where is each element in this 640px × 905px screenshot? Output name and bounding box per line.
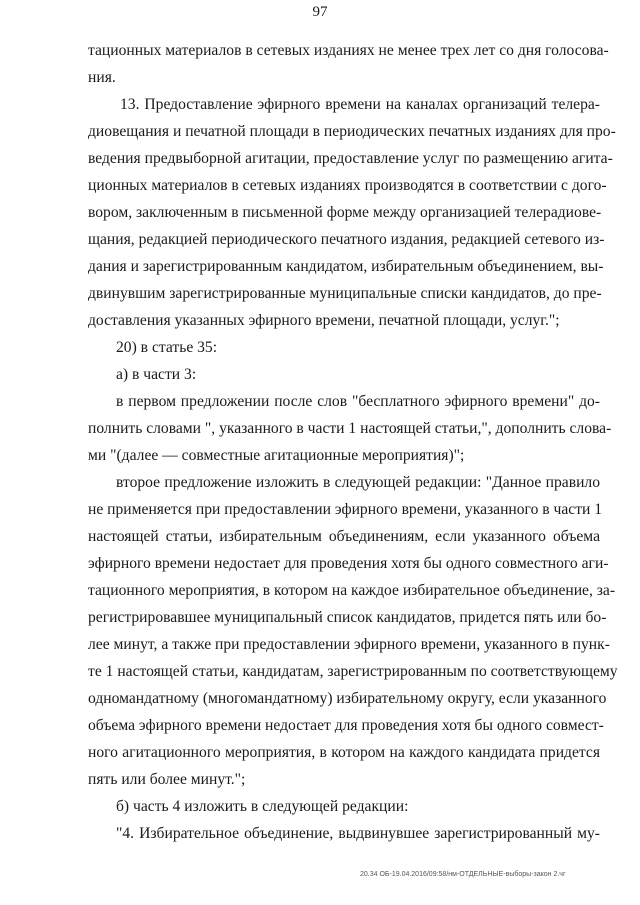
text-line: ми "(далее — совместные агитационные мероприятия)"; [88,447,465,464]
text-line: дания и зарегистрированным кандидатом, избирательным объединением, вы- [88,258,604,275]
text-line: доставления указанных эфирного времени, печатной площади, услуг."; [88,312,560,329]
text-line: одномандатному (многомандатному) избирательному округу, если указанного [88,690,607,707]
text-line: в первом предложении после слов "бесплатного эфирного времени" до- [116,393,600,410]
footer-note: 20.34 ОБ-19.04.2016/09:58/нм-ОТДЕЛЬНЫЕ-выборы-закон 2.чг [360,871,566,878]
text-line: а) в части 3: [116,366,197,383]
text-line: ния. [88,69,116,86]
text-line: не применяется при предоставлении эфирного времени, указанного в части 1 [88,501,603,518]
text-line: "4. Избирательное объединение, выдвинувшее зарегистрированный му- [116,825,600,842]
text-line: 20) в статье 35: [116,339,218,356]
text-line: полнить словами ", указанного в части 1 настоящей статьи,", дополнить слова- [88,420,612,437]
text-line: 13. Предоставление эфирного времени на каналах организаций телера- [120,96,600,113]
text-line: ведения предвыборной агитации, предоставление услуг по размещению агита- [88,150,613,167]
text-line: ционных материалов в сетевых изданиях производятся в соответствии с дого- [88,177,607,194]
text-line: те 1 настоящей статьи, кандидатам, зарегистрированным по соответствующему [88,663,618,680]
text-line: тационного мероприятия, в котором на каждое избирательное объединение, за- [88,582,616,599]
text-line: регистрировавшее муниципальный список кандидатов, придется пять или бо- [88,609,607,626]
text-line: второе предложение изложить в следующей редакции: "Данное правило [116,474,600,491]
text-line: тационных материалов в сетевых изданиях не менее трех лет со дня голосова- [88,42,609,59]
document-body [88,37,618,847]
page-number: 97 [312,4,328,20]
text-line: пять или более минут."; [88,771,246,788]
text-line: объема эфирного времени недостает для проведения хотя бы одного совмест- [88,717,604,734]
text-line: ного агитационного мероприятия, в котором на каждого кандидата придется [88,744,600,761]
text-line: настоящей статьи, избирательным объединениям, если указанного объема [88,528,600,545]
text-line: диовещания и печатной площади в периодических печатных изданиях для про- [88,123,616,140]
text-line: б) часть 4 изложить в следующей редакции: [116,798,409,815]
text-line: лее минут, а также при предоставлении эфирного времени, указанного в пунк- [88,636,610,653]
text-line: двинувшим зарегистрированные муниципальные списки кандидатов, до пре- [88,285,602,302]
text-line: щания, редакцией периодического печатного издания, редакцией сетевого из- [88,231,605,248]
text-line: вором, заключенным в письменной форме между организацией телерадиове- [88,204,602,221]
text-line: эфирного времени недостает для проведения хотя бы одного совместного аги- [88,555,609,572]
